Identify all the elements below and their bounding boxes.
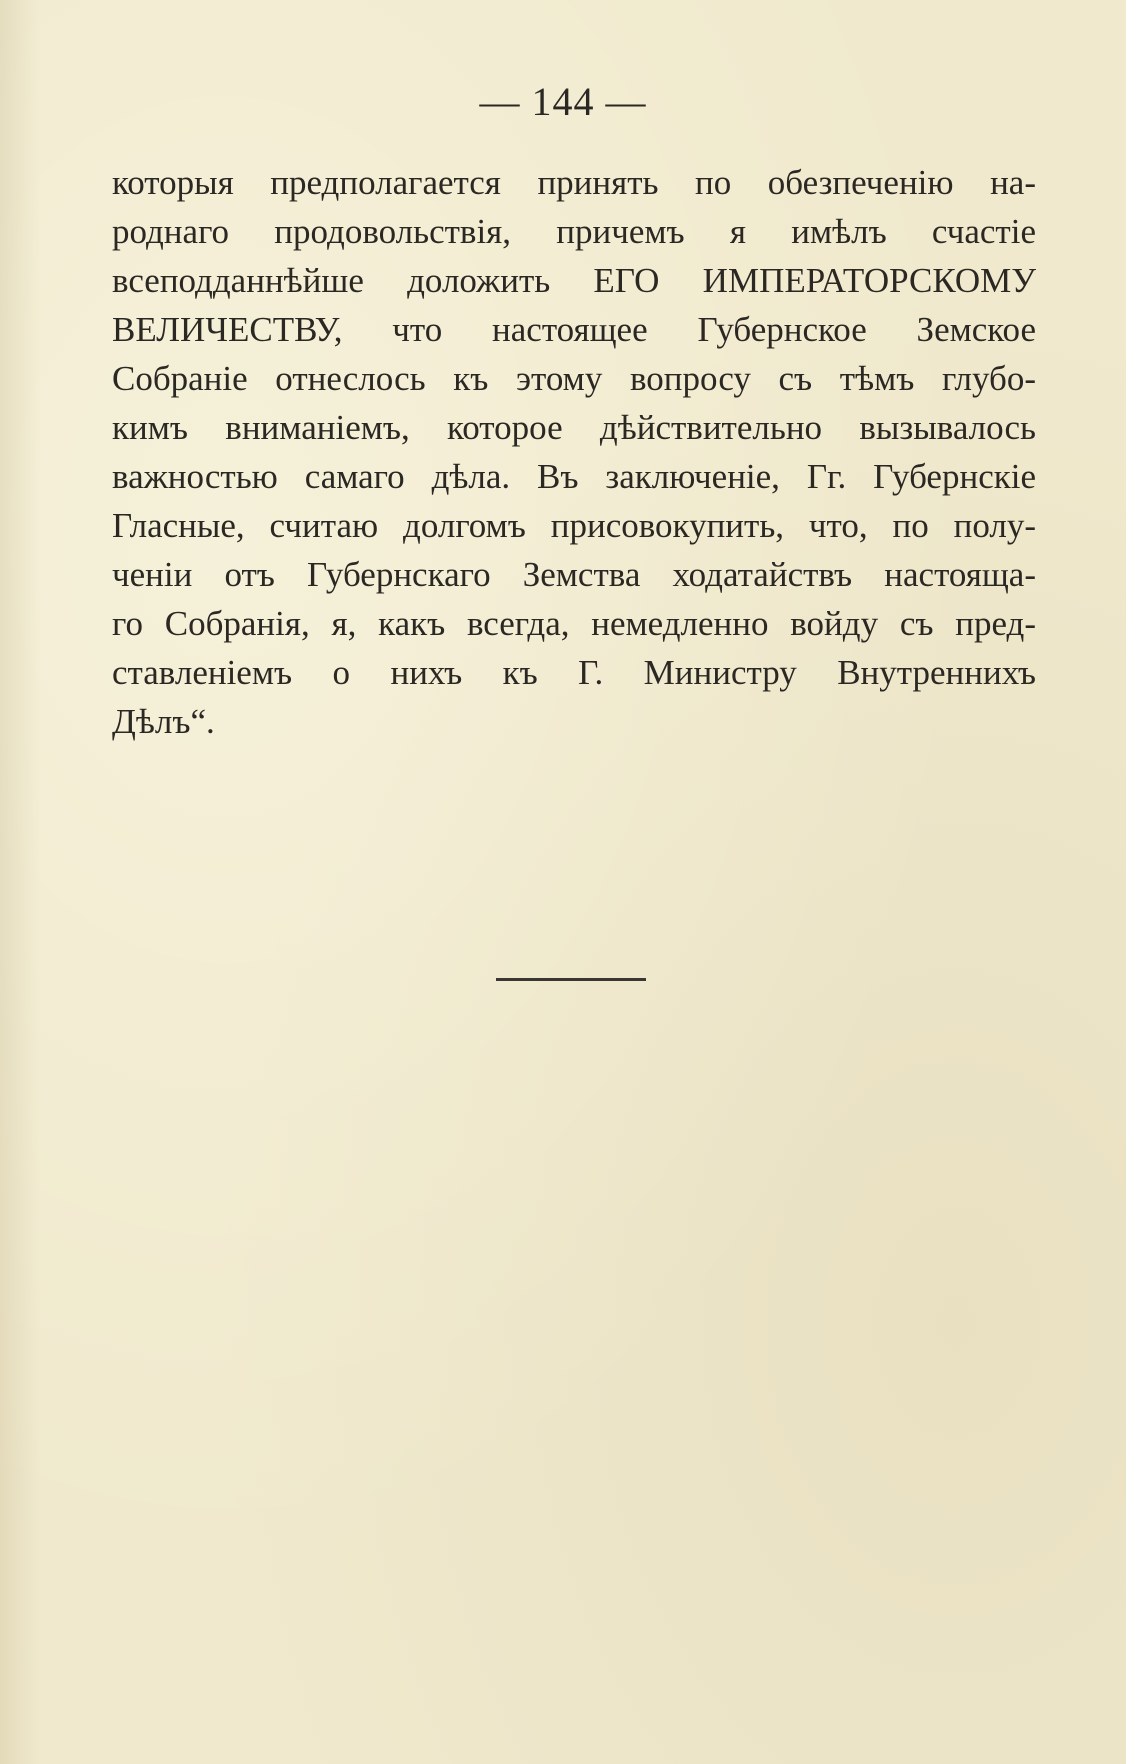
text-line-9: ченіи отъ Губернскаго Земства ходатайствъ настояща- xyxy=(112,555,1036,594)
text-line-12: Дѣлъ“. xyxy=(112,702,215,741)
text-line-7: важностью самаго дѣла. Въ заключеніе, Гг. Губернскіе xyxy=(112,457,1036,496)
text-line-5: Собраніе отнеслось къ этому вопросу съ тѣмъ глубо- xyxy=(112,359,1036,398)
text-line-2: роднаго продовольствія, причемъ я имѣлъ счастіе xyxy=(112,212,1036,251)
body-text xyxy=(112,158,1036,746)
text-line-11: ставленіемъ о нихъ къ Г. Министру Внутреннихъ xyxy=(112,653,1036,692)
text-line-6: кимъ вниманіемъ, которое дѣйствительно вызывалось xyxy=(112,408,1036,447)
text-line-1: которыя предполагается принять по обезпеченію на- xyxy=(112,163,1036,202)
section-divider-rule xyxy=(496,978,646,981)
text-line-4: ВЕЛИЧЕСТВУ, что настоящее Губернское Земское xyxy=(112,310,1036,349)
text-line-3: всеподданнѣйше доложить ЕГО ИМПЕРАТОРСКОМУ xyxy=(112,261,1036,300)
page-number: — 144 — xyxy=(479,79,647,124)
spine-shadow xyxy=(0,0,40,1764)
text-line-8: Гласные, считаю долгомъ присовокупить, что, по полу- xyxy=(112,506,1036,545)
text-line-10: го Собранія, я, какъ всегда, немедленно войду съ пред- xyxy=(112,604,1036,643)
